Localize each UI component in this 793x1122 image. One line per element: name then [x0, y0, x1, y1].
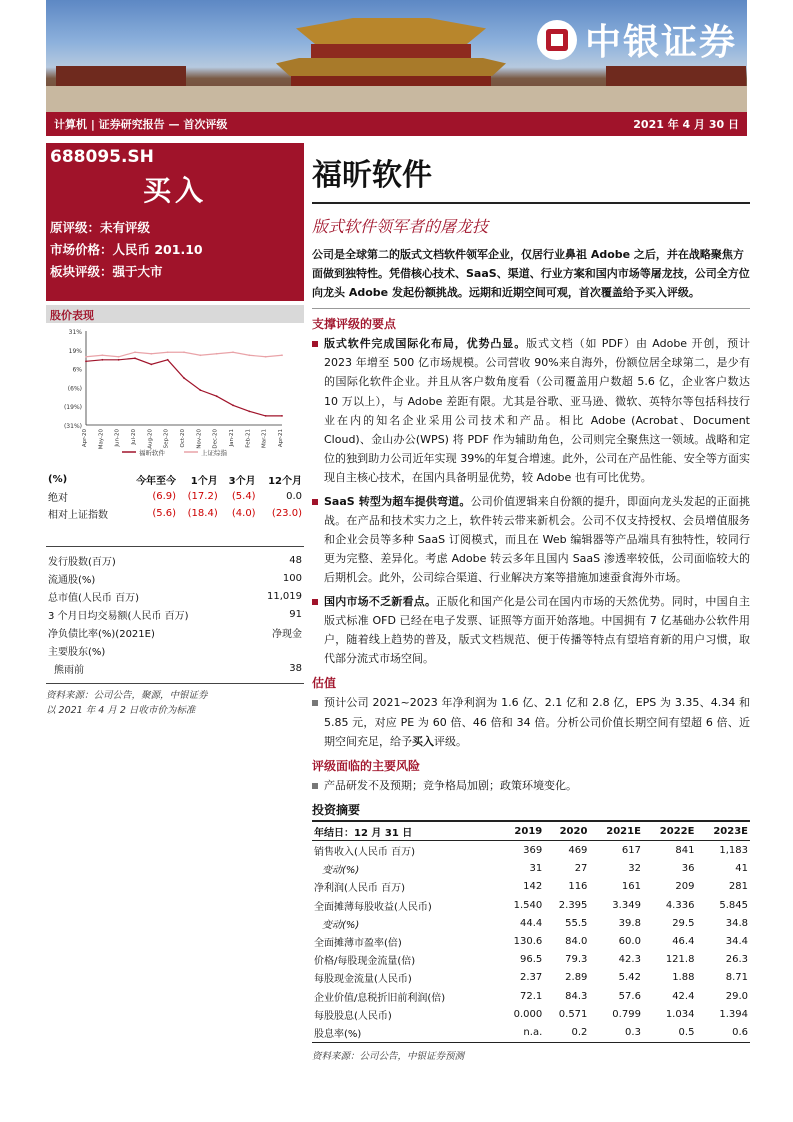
fin-header-row: [312, 822, 750, 841]
fin-cell: 209: [675, 881, 695, 893]
fin-cell: 3.349: [612, 899, 641, 911]
section-heading-risks: 评级面临的主要风险: [312, 759, 421, 774]
chart-x-tick-label: Sep-20: [163, 429, 170, 449]
stat-row: [46, 587, 304, 605]
chart-x-tick-label: Dec-20: [212, 429, 219, 449]
fin-cell: 1.034: [665, 1008, 695, 1020]
performance-value: (5.6): [152, 508, 177, 519]
bullet-title: 国内市场不乏新看点。: [324, 594, 437, 608]
bullet-title: 版式软件完成国际化布局，优势凸显。: [324, 337, 527, 350]
fin-header-cell: 2019: [499, 822, 544, 841]
stat-label: 净负债比率(%)(2021E): [48, 628, 155, 640]
divider: [46, 546, 304, 547]
stat-row: [46, 623, 304, 641]
chart-data-point: [134, 351, 136, 353]
rating-box: [46, 143, 304, 301]
section-heading-valuation: 估值: [312, 676, 337, 691]
chart-data-point: [265, 415, 267, 417]
chart-data-point: [216, 395, 218, 397]
chart-legend-label: 福昕软件: [139, 449, 165, 457]
fin-row: [312, 914, 750, 932]
palace-roof-lower: [276, 58, 506, 76]
chart-series-line: [86, 358, 282, 416]
performance-header-row: [46, 471, 304, 488]
chart-data-point: [183, 351, 185, 353]
fin-cell: 161: [621, 881, 641, 893]
chart-data-point: [248, 354, 250, 356]
fin-cell: 0.571: [558, 1008, 588, 1020]
fin-row: [312, 951, 750, 969]
fin-cell: 2.395: [558, 899, 588, 911]
fin-cell: 130.6: [513, 935, 543, 947]
chart-x-tick-label: Jan-21: [229, 429, 235, 447]
performance-header-12m: 12个月: [268, 476, 302, 487]
fin-cell: 31: [529, 863, 543, 875]
fin-cell: 29.0: [725, 990, 748, 1002]
fin-cell: 5.42: [618, 972, 641, 984]
report-date: 2021 年 4 月 30 日: [633, 118, 739, 131]
chart-data-point: [85, 356, 87, 358]
fin-cell: 841: [675, 845, 695, 857]
fin-row-label: 净利润(人民币 百万): [314, 883, 405, 895]
fin-cell: 121.8: [665, 954, 695, 966]
bullet-square-icon: [312, 783, 318, 789]
bullet-point: [312, 334, 750, 488]
chart-data-point: [232, 404, 234, 406]
fin-cell: n.a.: [499, 1023, 544, 1042]
source-note: [46, 688, 304, 718]
performance-table: [46, 471, 304, 522]
bullet-text: [324, 693, 750, 751]
fin-header-cell: 2022E: [643, 822, 697, 841]
fin-row-label: 企业价值/息税折旧前利润(倍): [314, 992, 446, 1004]
fin-cell: 2.37: [519, 972, 543, 984]
stat-label: 流通股(%): [48, 574, 96, 586]
chart-y-tick-label: (6%): [67, 385, 82, 393]
bullet-point: [312, 693, 750, 751]
fin-cell: 44.4: [519, 917, 543, 929]
fin-row-label: 变动(%): [322, 865, 360, 877]
bullet-square-icon: [312, 341, 318, 347]
stat-value: 38: [289, 662, 302, 674]
bullet-body: 版式文档（如 PDF）由 Adobe 开创，预计 2023 年增至 500 亿市场规模。公司营收 90%来自海外，份额位居全球第二，是少有的国际化软件企业。并且从客户数角度看（公司覆盖用户数超 5.6 亿，企业客户数达 10 万以上），与 Adobe 差距有限。尤其是谷歌、亚马逊、微软、英特尔等包括科技行业在内的知名企业采用公司技术和产品。相比 Adobe (Acrobat、Document Cloud)、金山办公(WPS) 将 PDF 作为辅助角色，公司则完全聚焦这一领域。战略和定位的独到助力公司近年实现 39%的年复合增速。此外，公司在产品性能、安全等方面实现自主核心技术，在国内具备明显优势，较 Adobe 也有可比优势。: [324, 337, 751, 485]
performance-value: (4.0): [231, 508, 256, 519]
bank-logo-icon: [537, 20, 577, 60]
main-content: [312, 150, 750, 1064]
chart-data-point: [281, 354, 283, 356]
fin-cell: 0.6: [696, 1023, 750, 1042]
market-price: 市场价格：人民币 201.10: [50, 242, 203, 257]
chart-x-tick-label: May-20: [98, 429, 105, 450]
stat-value: 净现金: [272, 628, 302, 640]
fin-cell: 41: [735, 863, 748, 875]
chart-x-tick-label: Nov-20: [196, 429, 203, 449]
fin-cell: 34.8: [725, 917, 748, 929]
chart-data-point: [265, 356, 267, 358]
chart-x-tick-label: Jun-20: [114, 429, 121, 447]
stat-value: 48: [289, 554, 302, 566]
fin-row-label: 变动(%): [322, 919, 360, 931]
fin-cell: 39.8: [618, 917, 641, 929]
bullet-square-icon: [312, 700, 318, 706]
divider: [46, 683, 304, 684]
chart-y-tick-label: (19%): [63, 404, 82, 412]
chart-y-tick-label: 6%: [72, 366, 82, 374]
chart-y-tick-label: (31%): [63, 423, 82, 430]
performance-value: (5.4): [231, 491, 256, 502]
bank-logo: [537, 14, 737, 65]
chart-x-tick-label: Feb-21: [245, 429, 252, 448]
original-rating: 原评级：未有评级: [50, 220, 151, 235]
stat-value: 100: [282, 572, 302, 584]
bullet-point: [312, 492, 750, 588]
fin-cell: 1.540: [513, 899, 543, 911]
fin-cell: 8.71: [725, 972, 748, 984]
chart-data-point: [232, 351, 234, 353]
fin-cell: 0.000: [513, 1008, 543, 1020]
fin-body: [312, 841, 750, 1042]
fin-cell: 0.5: [643, 1023, 697, 1042]
stat-value: 91: [289, 608, 302, 620]
stat-label: 主要股东(%): [48, 646, 106, 658]
chart-x-tick-label: Apr-21: [278, 429, 284, 448]
chart-data-point: [101, 354, 103, 356]
chart-legend-label: 上证综指: [201, 449, 227, 457]
fin-cell: 27: [574, 863, 588, 875]
fin-cell: 0.3: [589, 1023, 643, 1042]
fin-cell: 55.5: [565, 917, 588, 929]
performance-value: (6.9): [152, 491, 177, 502]
report-header-bar: [46, 112, 747, 136]
performance-row-relative: [46, 505, 304, 522]
chart-data-point: [150, 353, 152, 355]
bullet-text: [324, 592, 750, 669]
fin-cell: 1,183: [719, 845, 748, 857]
stat-label: 熊雨前: [54, 664, 84, 676]
chart-data-point: [134, 357, 136, 359]
stat-row: [46, 641, 304, 659]
bullet-square-icon: [312, 499, 318, 505]
performance-header-1m: 1个月: [190, 476, 218, 487]
chart-data-point: [281, 415, 283, 417]
fin-row-label: 全面摊薄每股收益(人民币): [314, 901, 432, 913]
investment-summary-table: [312, 822, 750, 1042]
bullet-point: [312, 592, 750, 669]
investment-summary-heading: 投资摘要: [312, 801, 750, 822]
performance-header-3m: 3个月: [228, 476, 256, 487]
fin-cell: 617: [621, 845, 641, 857]
stat-value: 11,019: [267, 590, 302, 602]
chart-y-tick-label: 19%: [68, 347, 82, 355]
performance-header-ytd: 今年至今: [136, 476, 177, 487]
chart-data-point: [199, 354, 201, 356]
fin-cell: 42.4: [672, 990, 695, 1002]
fin-row-label: 销售收入(人民币 百万): [314, 847, 415, 859]
stat-row: [46, 551, 304, 569]
fin-row: [312, 969, 750, 987]
fin-header-cell: 2023E: [696, 822, 750, 841]
performance-value: 0.0: [286, 491, 302, 502]
fin-cell: 26.3: [725, 954, 748, 966]
fin-cell: 42.3: [618, 954, 641, 966]
fin-row: [312, 841, 750, 860]
fin-cell: 60.0: [618, 935, 641, 947]
fin-header-cell: 2020: [544, 822, 589, 841]
chart-data-point: [85, 360, 87, 362]
fin-cell: 0.2: [544, 1023, 589, 1042]
palace-roof-upper: [296, 18, 486, 44]
performance-value: (17.2): [187, 491, 218, 502]
fin-row-label: 全面摊薄市盈率(倍): [314, 937, 402, 949]
fin-row-label: 每股现金流量(人民币): [314, 974, 412, 986]
fin-cell: 2.89: [565, 972, 588, 984]
fin-cell: 34.4: [725, 935, 748, 947]
fin-cell: 5.845: [719, 899, 748, 911]
fin-cell: 142: [523, 881, 543, 893]
rating-label: 买入: [142, 174, 207, 207]
source-line: 以 2021 年 4 月 2 日收市价为标准: [46, 705, 196, 716]
chart-data-point: [118, 356, 120, 358]
stat-label: 3 个月日均交易额(人民币 百万): [48, 610, 189, 622]
report-subtitle: 版式软件领军者的屠龙技: [312, 217, 489, 236]
fin-row: [312, 896, 750, 914]
bullet-text: [324, 334, 750, 488]
fin-cell: 32: [628, 863, 641, 875]
fin-cell: 1.88: [672, 972, 695, 984]
fin-row: [312, 860, 750, 878]
company-title: 福昕软件: [312, 150, 750, 204]
stat-row: [46, 605, 304, 623]
fin-cell: 281: [728, 881, 748, 893]
bullet-text: 产品研发不及预期；竞争格局加剧；政策环境变化。: [324, 779, 577, 793]
bullet-body: 评级。: [434, 734, 467, 748]
fin-cell: 116: [568, 881, 588, 893]
fin-cell: 96.5: [519, 954, 543, 966]
left-sidebar: [46, 143, 304, 718]
fin-row: [312, 1023, 750, 1042]
summary-paragraph: 公司是全球第二的版式文档软件领军企业，仅居行业鼻祖 Adobe 之后，并在战略聚焦方面做到独特性。凭借核心技术、SaaS、渠道、行业方案和国内市场等屠龙技，公司全方位向龙头 Adobe 发起份额挑战。远期和近期空间可观，首次覆盖给予买入评级。: [312, 245, 750, 309]
stat-row: [46, 569, 304, 587]
fin-row: [312, 932, 750, 950]
bullet-body: 正版化和国产化是公司在国内市场的天然优势。同时，中国自主版式标准 OFD 已经在电子发票、证照等方面开始落地。中国拥有 7 亿基础办公软件用户，随着线上趋势的普及，版式文档规范、便于传播等特点有望培育新的用户习惯，取代部分流式市场空间。: [324, 594, 751, 666]
stat-row: [46, 659, 304, 677]
chart-data-point: [101, 359, 103, 361]
bullet-point: [312, 776, 750, 795]
fin-cell: 29.5: [672, 917, 695, 929]
fin-row-label: 每股股息(人民币): [314, 1010, 392, 1022]
stat-value: [249, 641, 304, 659]
fin-header-cell: 年结日：12 月 31 日: [312, 822, 499, 841]
fin-row: [312, 987, 750, 1005]
stock-stats-table: [46, 551, 304, 677]
chart-x-tick-label: Jul-20: [131, 429, 137, 445]
fin-row: [312, 878, 750, 896]
fin-row-label: 价格/每股现金流量(倍): [314, 956, 416, 968]
fin-header-cell: 2021E: [589, 822, 643, 841]
chart-data-point: [183, 377, 185, 379]
fin-cell: 4.336: [665, 899, 695, 911]
palace-wall: [46, 86, 747, 112]
bullet-emphasis: 买入: [412, 734, 434, 748]
stat-label: 发行股数(百万): [48, 556, 116, 568]
stat-label: 总市值(人民币 百万): [48, 592, 139, 604]
bullet-body: 公司价值逻辑来自份额的提升，即面向龙头发起的正面挑战。在产品和技术实力之上，软件转云带来新机会。公司不仅支持授权、会员增值服务和企业会员等多种 SaaS 订阅模式，而且在 Web 编辑器等产品端具有独特性，较同行更为完整、差异化。考虑 Adobe 转云多年且国内 SaaS 渗透率较低，公司面临较大的后期机会。此外，公司综合渠道、行业解决方案等措施加速蚕食海外市场。: [324, 494, 750, 585]
performance-value: (18.4): [187, 508, 218, 519]
fin-row-label: 股息率(%): [312, 1023, 499, 1042]
fin-cell: 36: [681, 863, 695, 875]
chart-y-tick-label: 31%: [68, 329, 82, 336]
performance-row-label: 绝对: [48, 493, 68, 504]
bank-logo-text: 中银证券: [584, 21, 737, 63]
chart-data-point: [167, 351, 169, 353]
fin-cell: 1.394: [719, 1008, 748, 1020]
chart-x-tick-label: Aug-20: [147, 429, 154, 449]
chart-data-point: [199, 389, 201, 391]
fin-cell: 57.6: [618, 990, 641, 1002]
performance-row-label: 相对上证指数: [48, 510, 108, 521]
performance-header-unit: (%): [48, 474, 68, 485]
header-banner-image: [46, 0, 747, 112]
fin-cell: 469: [568, 845, 588, 857]
fin-row: [312, 1005, 750, 1023]
fin-cell: 72.1: [519, 990, 543, 1002]
price-performance-heading: 股价表现: [46, 305, 304, 323]
sector-rating: 板块评级：强于大市: [50, 264, 163, 279]
fin-cell: 84.0: [565, 935, 588, 947]
section-heading-rating-points: 支撑评级的要点: [312, 317, 397, 331]
report-category: 计算机 | 证券研究报告 — 首次评级: [54, 118, 228, 131]
chart-data-point: [167, 359, 169, 361]
source-line: 资料来源：公司公告，聚源，中银证券: [46, 690, 208, 701]
bullet-title: SaaS 转型为超车提供弯道。: [324, 494, 471, 508]
stock-ticker: 688095.SH: [50, 147, 154, 167]
fin-cell: 369: [523, 845, 543, 857]
fin-cell: 84.3: [565, 990, 588, 1002]
bullet-text: [324, 492, 750, 588]
chart-x-tick-label: Mar-21: [261, 429, 268, 449]
fin-cell: 0.799: [612, 1008, 641, 1020]
price-chart: [46, 323, 304, 463]
fin-source-note: 资料来源：公司公告，中银证券预测: [312, 1050, 465, 1062]
chart-data-point: [248, 410, 250, 412]
performance-value: (23.0): [271, 508, 302, 519]
bullet-body: 预计公司 2021~2023 年净利润为 1.6 亿、2.1 亿和 2.8 亿，EPS 为 3.35、4.34 和 5.85 元，对应 PE 为 60 倍、46 倍和 34 倍。分析公司价值长期空间有望超 6 倍、近期空间充足，给予: [324, 696, 750, 748]
price-chart-svg: [46, 323, 304, 463]
chart-data-point: [118, 359, 120, 361]
fin-cell: 79.3: [565, 954, 588, 966]
chart-x-tick-label: Oct-20: [180, 429, 186, 448]
chart-data-point: [150, 363, 152, 365]
bullet-square-icon: [312, 599, 318, 605]
chart-data-point: [216, 353, 218, 355]
fin-cell: 46.4: [672, 935, 695, 947]
chart-x-tick-label: Apr-20: [82, 429, 88, 448]
performance-row-absolute: [46, 488, 304, 505]
